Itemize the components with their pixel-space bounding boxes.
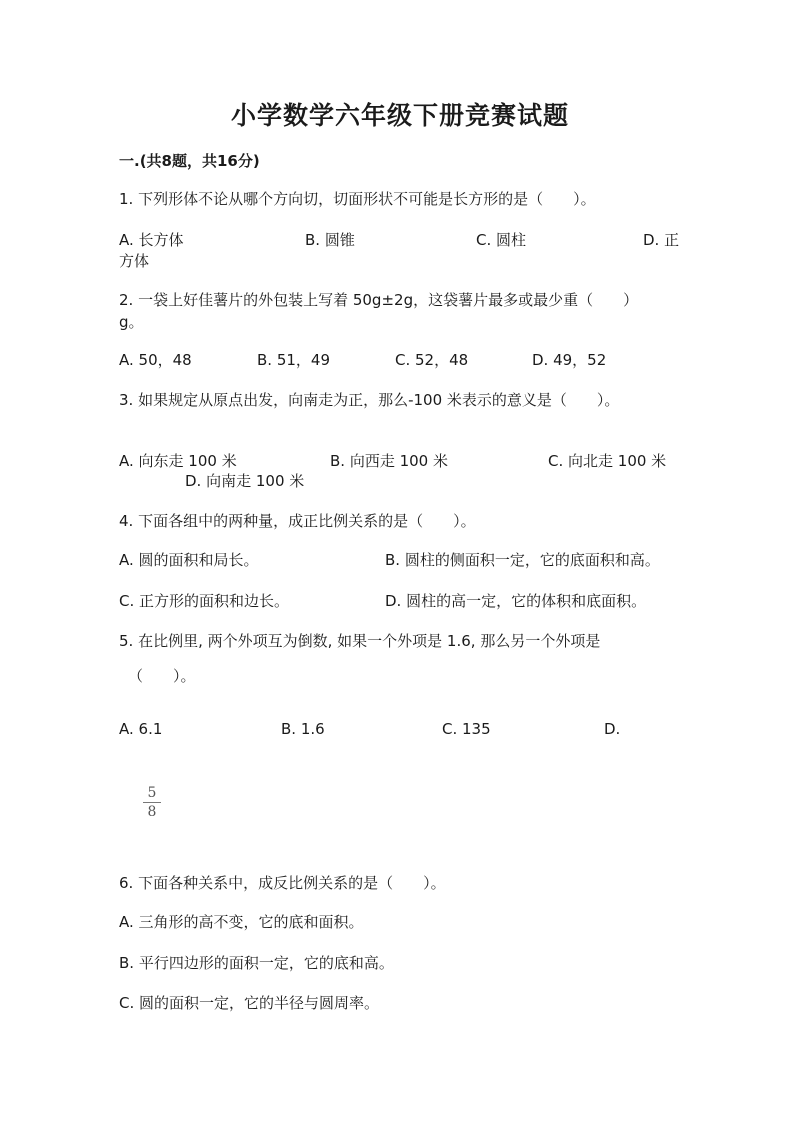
question-1-option-d-wrap: 方体 <box>119 252 150 270</box>
question-5-option-b: B. 1.6 <box>281 720 325 738</box>
question-4-option-b: B. 圆柱的侧面积一定，它的底面积和高。 <box>385 551 660 569</box>
question-3-option-d: D. 向南走 100 米 <box>185 472 305 490</box>
question-5-stem-wrap: （ ）。 <box>128 667 196 685</box>
question-3-option-b: B. 向西走 100 米 <box>330 452 448 470</box>
question-5-stem: 5. 在比例里, 两个外项互为倒数, 如果一个外项是 1.6, 那么另一个外项是 <box>119 632 601 650</box>
question-1-option-a: A. 长方体 <box>119 231 184 249</box>
question-2-option-a: A. 50，48 <box>119 351 192 369</box>
question-2-option-d: D. 49，52 <box>532 351 607 369</box>
question-1-option-b: B. 圆锥 <box>305 231 355 249</box>
question-2-option-c: C. 52，48 <box>395 351 469 369</box>
question-1-option-c: C. 圆柱 <box>476 231 527 249</box>
question-4-option-a: A. 圆的面积和局长。 <box>119 551 259 569</box>
question-2-stem-wrap: g。 <box>119 313 144 331</box>
question-5-option-c: C. 135 <box>442 720 491 738</box>
question-1-stem: 1. 下列形体不论从哪个方向切，切面形状不可能是长方形的是（ ）。 <box>119 190 596 208</box>
question-2-option-b: B. 51，49 <box>257 351 331 369</box>
question-6-option-a: A. 三角形的高不变，它的底和面积。 <box>119 913 364 931</box>
question-2-stem: 2. 一袋上好佳薯片的外包装上写着 50g±2g，这袋薯片最多或最少重（ ） <box>119 291 639 309</box>
page-title: 小学数学六年级下册竞赛试题 <box>230 101 569 130</box>
fraction-denominator: 8 <box>147 804 157 820</box>
section-heading: 一.(共8题，共16分) <box>119 152 260 170</box>
question-5-option-a: A. 6.1 <box>119 720 163 738</box>
question-3-stem: 3. 如果规定从原点出发，向南走为正，那么-100 米表示的意义是（ ）。 <box>119 391 620 409</box>
question-3-option-a: A. 向东走 100 米 <box>119 452 237 470</box>
question-4-stem: 4. 下面各组中的两种量，成正比例关系的是（ ）。 <box>119 512 476 530</box>
fraction-bar <box>143 802 161 803</box>
question-5-option-d: D. <box>604 720 621 738</box>
question-1-option-d: D. 正 <box>643 231 680 249</box>
fraction-numerator: 5 <box>147 785 157 801</box>
question-6-option-b: B. 平行四边形的面积一定，它的底和高。 <box>119 954 394 972</box>
question-4-option-c: C. 正方形的面积和边长。 <box>119 592 290 610</box>
question-3-option-c: C. 向北走 100 米 <box>548 452 667 470</box>
question-4-option-d: D. 圆柱的高一定，它的体积和底面积。 <box>385 592 647 610</box>
question-5-option-d-fraction <box>143 785 161 820</box>
question-6-stem: 6. 下面各种关系中，成反比例关系的是（ ）。 <box>119 874 446 892</box>
question-6-option-c: C. 圆的面积一定，它的半径与圆周率。 <box>119 994 380 1012</box>
